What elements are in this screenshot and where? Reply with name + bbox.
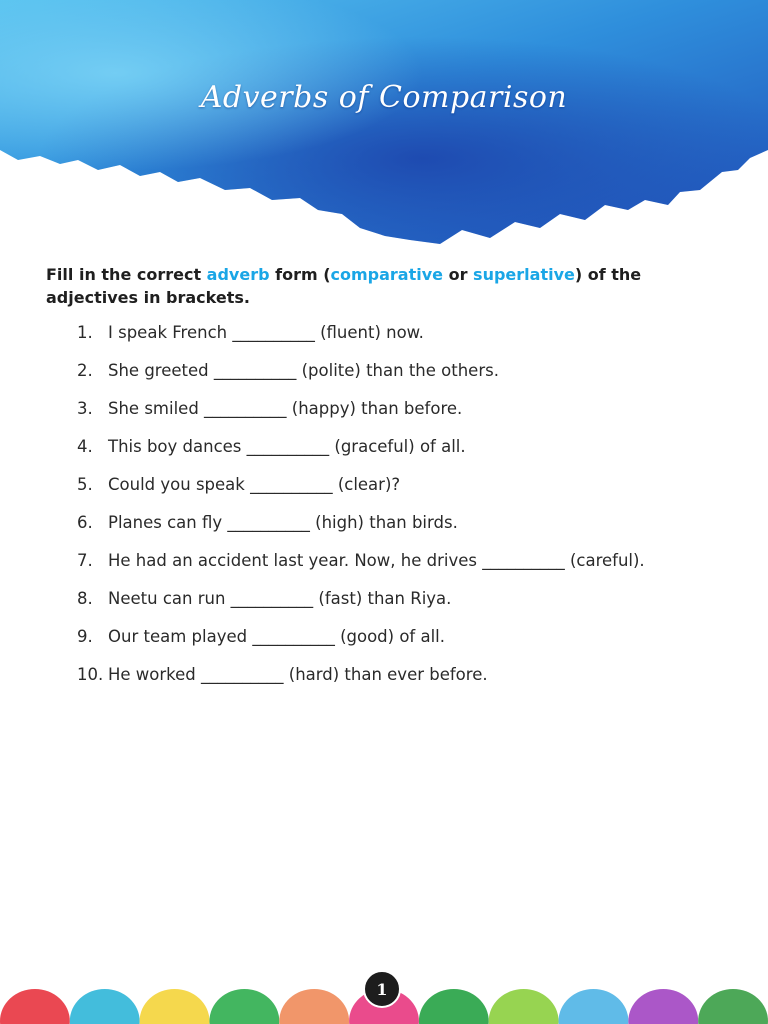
instructions-text: or — [443, 265, 474, 284]
decor-dot — [698, 989, 768, 1024]
question-text: This boy dances __________ (graceful) of all. — [108, 437, 466, 456]
question-list — [77, 321, 737, 701]
question-text: I speak French __________ (fluent) now. — [108, 323, 424, 342]
instructions — [46, 263, 736, 309]
question-item — [77, 435, 737, 473]
question-text: Neetu can run __________ (fast) than Riya. — [108, 589, 452, 608]
question-item — [77, 663, 737, 701]
question-text: Our team played __________ (good) of all. — [108, 627, 446, 646]
instructions-text: Fill in the correct — [46, 265, 207, 284]
question-item — [77, 625, 737, 663]
decor-dot — [70, 989, 140, 1024]
instructions-text: form ( — [269, 265, 331, 284]
decor-dot — [0, 989, 70, 1024]
question-number: 6. — [77, 513, 93, 532]
question-item — [77, 397, 737, 435]
watercolor-banner — [0, 0, 768, 250]
highlight-comparative: comparative — [330, 265, 444, 284]
question-number: 2. — [77, 361, 93, 380]
instructions-text: ) of the adjectives in brackets. — [46, 265, 642, 307]
question-number: 5. — [77, 475, 93, 494]
question-item — [77, 321, 737, 359]
decor-dot — [559, 989, 629, 1024]
question-text: She greeted __________ (polite) than the others. — [108, 361, 499, 380]
question-item — [77, 511, 737, 549]
page-number-badge: 1 — [363, 970, 401, 1008]
question-text: He had an accident last year. Now, he drives __________ (careful). — [108, 551, 645, 570]
question-text: Planes can fly __________ (high) than birds. — [108, 513, 458, 532]
decor-dot — [279, 989, 349, 1024]
highlight-adverb: adverb — [206, 265, 270, 284]
decor-dot — [419, 989, 489, 1024]
question-item — [77, 359, 737, 397]
decor-dot — [140, 989, 210, 1024]
highlight-superlative: superlative — [473, 265, 575, 284]
question-text: She smiled __________ (happy) than before. — [108, 399, 463, 418]
question-number: 7. — [77, 551, 93, 570]
question-number: 10. — [77, 665, 104, 684]
page-title: Adverbs of Comparison — [200, 80, 568, 115]
question-text: Could you speak __________ (clear)? — [108, 475, 401, 494]
question-item — [77, 473, 737, 511]
decor-dot — [489, 989, 559, 1024]
question-number: 8. — [77, 589, 93, 608]
question-number: 3. — [77, 399, 93, 418]
decor-dot — [628, 989, 698, 1024]
question-number: 4. — [77, 437, 93, 456]
decor-dot — [209, 989, 279, 1024]
question-number: 1. — [77, 323, 93, 342]
question-item — [77, 549, 737, 587]
question-item — [77, 587, 737, 625]
question-number: 9. — [77, 627, 93, 646]
question-text: He worked __________ (hard) than ever before. — [108, 665, 488, 684]
